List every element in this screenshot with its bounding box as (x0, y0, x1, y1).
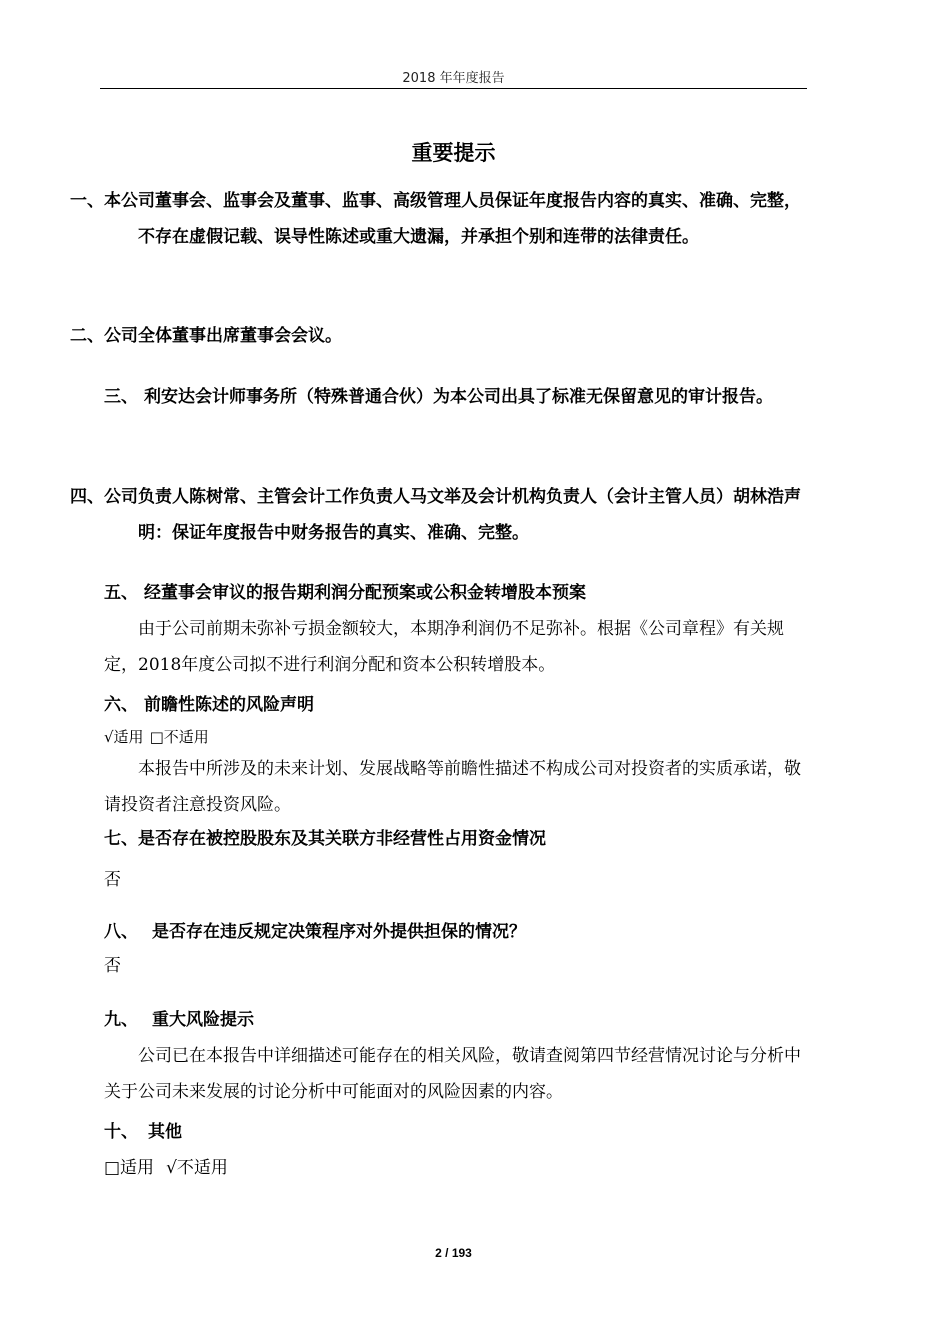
section-number: 五、 (104, 583, 138, 603)
applicable-option[interactable]: √适用 (104, 728, 144, 746)
section-6-heading (104, 687, 807, 723)
section-number: 十、 (104, 1122, 138, 1142)
page-header: 2018 年年度报告 (402, 71, 505, 86)
section-number: 三、 (104, 387, 138, 407)
section-2-heading: 二、公司全体董事出席董事会会议。 (70, 326, 342, 346)
section-4 (70, 479, 807, 551)
section-10-options (104, 1150, 807, 1186)
section-1-heading: 一、本公司董事会、监事会及董事、监事、高级管理人员保证年度报告内容的真实、准确、完整，不存在虚假记载、误导性陈述或重大遗漏，并承担个别和连带的法律责任。 (70, 191, 801, 247)
section-text: 是否存在违反规定决策程序对外提供担保的情况？ (152, 922, 526, 942)
section-text: 经董事会审议的报告期利润分配预案或公积金转增股本预案 (144, 583, 586, 603)
section-3 (104, 379, 807, 415)
section-text: 重大风险提示 (152, 1010, 254, 1030)
section-8-heading (104, 914, 807, 950)
section-9 (104, 1002, 807, 1110)
section-2 (70, 318, 807, 354)
section-text: 其他 (148, 1122, 182, 1142)
section-10-heading (104, 1114, 807, 1150)
section-6-body: 本报告中所涉及的未来计划、发展战略等前瞻性描述不构成公司对投资者的实质承诺，敬请投资者注意投资风险。 (104, 759, 801, 815)
section-text: 公司负责人陈树常、主管会计工作负责人马文举及会计机构负责人（会计主管人员）胡林浩声明：保证年度报告中财务报告的真实、准确、完整。 (104, 487, 801, 543)
page-number: 2 / 193 (435, 1246, 472, 1260)
section-9-body: 公司已在本报告中详细描述可能存在的相关风险，敬请查阅第四节经营情况讨论与分析中关于公司未来发展的讨论分析中可能面对的风险因素的内容。 (104, 1046, 801, 1102)
section-6 (104, 687, 807, 823)
section-10 (104, 1114, 807, 1186)
section-7-heading (104, 821, 807, 857)
section-8-answer: 否 (104, 956, 121, 976)
not-applicable-option[interactable]: √不适用 (166, 1158, 228, 1178)
section-7-answer: 否 (104, 870, 121, 890)
section-number: 八、 (104, 922, 138, 942)
section-9-heading (104, 1002, 807, 1038)
section-8 (104, 914, 807, 984)
section-text: 前瞻性陈述的风险声明 (144, 695, 314, 715)
not-applicable-option[interactable]: □不适用 (149, 728, 209, 746)
section-text: 是否存在被控股股东及其关联方非经营性占用资金情况 (138, 829, 546, 849)
section-3-heading (104, 379, 807, 415)
section-6-options (104, 723, 807, 751)
section-text: 公司全体董事出席董事会会议。 (104, 326, 342, 346)
section-number: 六、 (104, 695, 138, 715)
section-number: 七、 (104, 829, 138, 849)
section-5 (104, 575, 807, 683)
section-5-heading (104, 575, 807, 611)
section-1 (70, 183, 807, 255)
applicable-option[interactable]: □适用 (104, 1158, 155, 1178)
section-number: 九、 (104, 1010, 138, 1030)
section-text: 本公司董事会、监事会及董事、监事、高级管理人员保证年度报告内容的真实、准确、完整，不存在虚假记载、误导性陈述或重大遗漏，并承担个别和连带的法律责任。 (104, 191, 801, 247)
section-4-heading: 四、公司负责人陈树常、主管会计工作负责人马文举及会计机构负责人（会计主管人员）胡林浩声明：保证年度报告中财务报告的真实、准确、完整。 (70, 487, 801, 543)
header-divider (100, 88, 807, 89)
section-7 (104, 821, 807, 898)
page-title: 重要提示 (411, 141, 496, 165)
section-text: 利安达会计师事务所（特殊普通合伙）为本公司出具了标准无保留意见的审计报告。 (144, 387, 773, 407)
section-5-body: 由于公司前期未弥补亏损金额较大，本期净利润仍不足弥补。根据《公司章程》有关规定，2018年度公司拟不进行利润分配和资本公积转增股本。 (104, 619, 784, 675)
